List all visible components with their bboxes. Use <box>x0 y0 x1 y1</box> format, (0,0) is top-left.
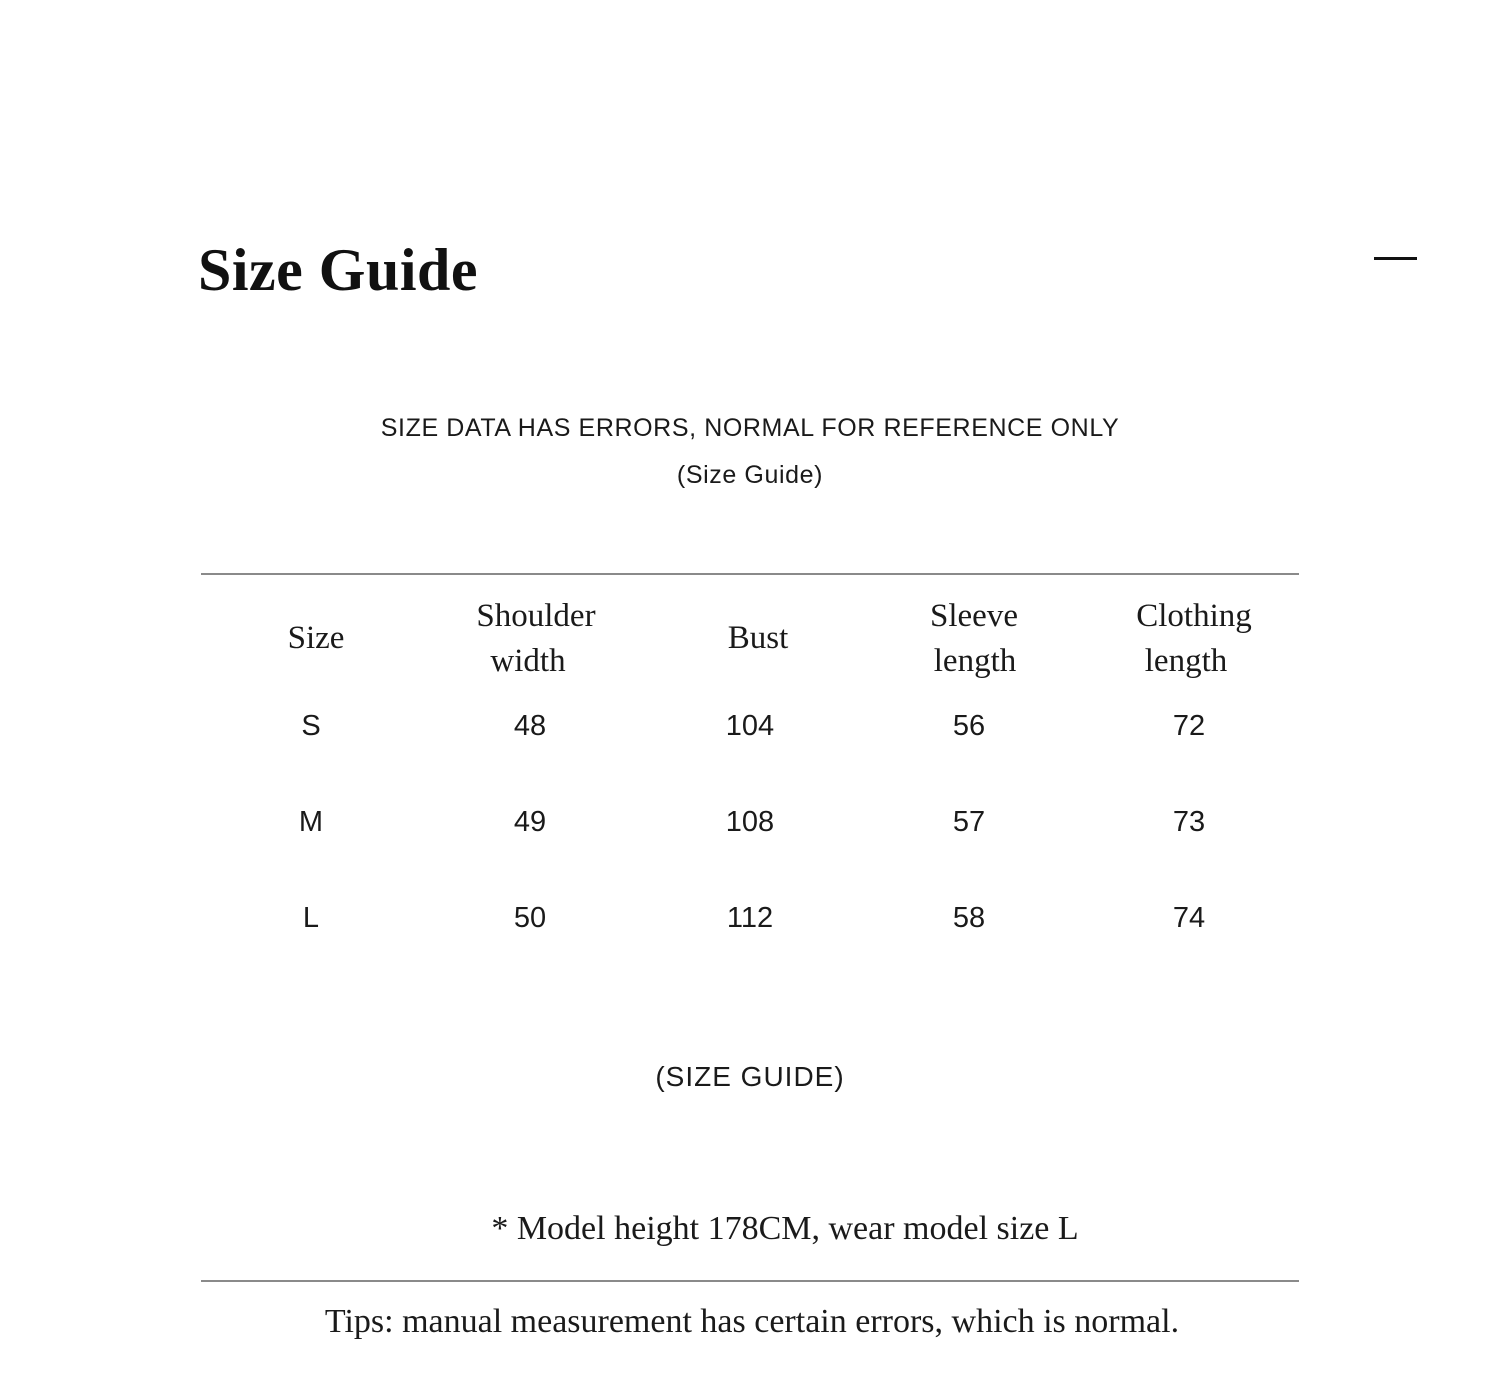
header-sleeve-line1: Sleeve <box>930 598 1018 634</box>
header-clothing-line1: Clothing <box>1136 598 1252 634</box>
table-cell-bust-m: 108 <box>725 806 775 838</box>
tips-divider <box>201 1280 1299 1282</box>
header-bust <box>728 616 789 661</box>
size-guide-caption: (SIZE GUIDE) <box>655 1061 845 1092</box>
table-cell-sleeve-m: 57 <box>952 806 986 838</box>
table-cell-length-s: 72 <box>1172 710 1206 742</box>
table-cell-bust-l: 112 <box>726 902 774 934</box>
header-shoulder-line1: Shoulder <box>476 598 596 634</box>
page-title: Size Guide <box>198 237 479 303</box>
table-cell-length-m: 73 <box>1172 806 1206 838</box>
table-top-divider <box>201 573 1299 575</box>
reference-notice: SIZE DATA HAS ERRORS, NORMAL FOR REFERENCE ONLY <box>380 414 1120 442</box>
table-cell-shoulder-s: 48 <box>513 710 547 742</box>
header-shoulder-line2: width <box>490 643 566 679</box>
header-size-label: Size <box>287 620 345 656</box>
table-cell-sleeve-l: 58 <box>952 902 986 934</box>
reference-subtitle: (Size Guide) <box>676 461 824 489</box>
table-cell-size-s: S <box>301 710 321 742</box>
table-cell-bust-s: 104 <box>725 710 775 742</box>
header-clothing-length <box>1136 594 1252 684</box>
table-cell-size-l: L <box>302 902 320 934</box>
collapse-icon[interactable] <box>1374 257 1417 260</box>
header-size <box>288 616 345 661</box>
header-bust-label: Bust <box>727 620 789 656</box>
header-clothing-line2: length <box>1144 643 1228 679</box>
header-sleeve-line2: length <box>933 643 1017 679</box>
table-cell-size-m: M <box>298 806 324 838</box>
measurement-tips: Tips: manual measurement has certain errors, which is normal. <box>324 1303 1180 1340</box>
table-cell-shoulder-m: 49 <box>513 806 547 838</box>
table-cell-length-l: 74 <box>1172 902 1206 934</box>
header-shoulder-width <box>476 594 595 684</box>
header-sleeve-length <box>932 594 1018 684</box>
table-cell-sleeve-s: 56 <box>952 710 986 742</box>
model-height-note: * Model height 178CM, wear model size L <box>491 1210 1079 1247</box>
table-cell-shoulder-l: 50 <box>513 902 547 934</box>
